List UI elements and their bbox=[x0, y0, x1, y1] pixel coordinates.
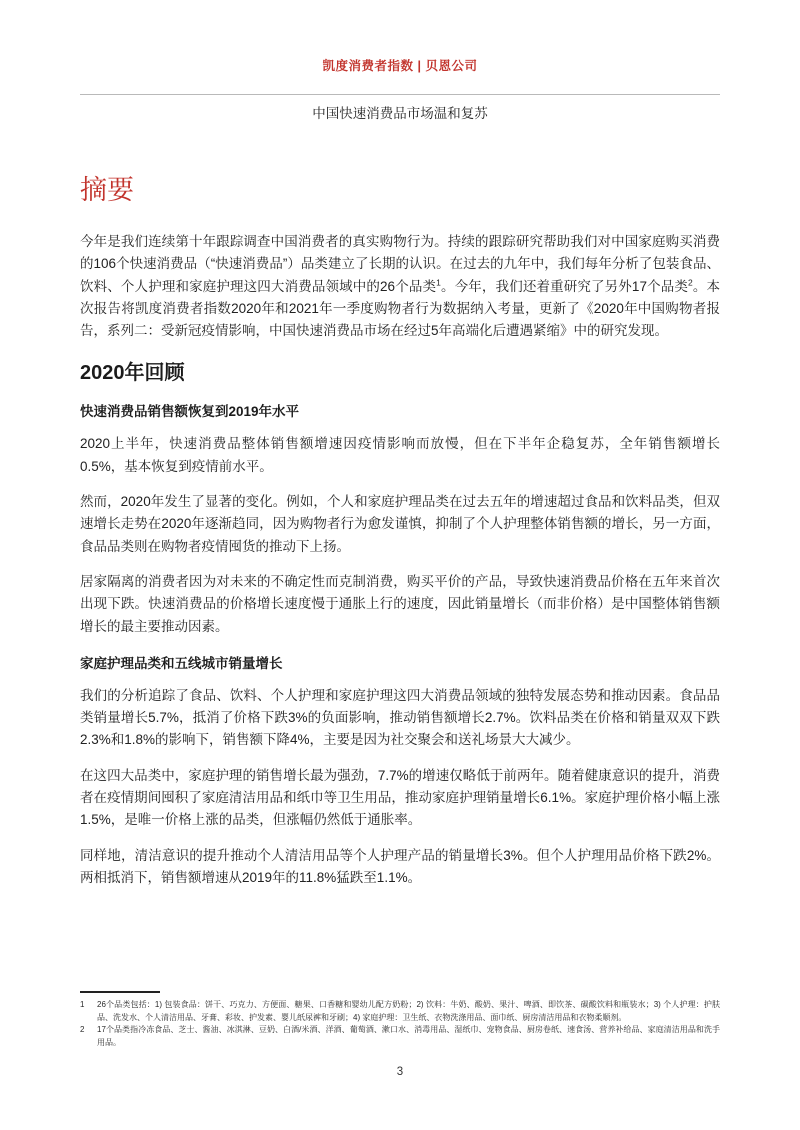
paragraph-sales-recovery: 2020上半年，快速消费品整体销售额增速因疫情影响而放慢，但在下半年企稳复苏，全年销售额增长0.5%，基本恢复到疫情前水平。 bbox=[80, 436, 720, 474]
footnotes-block bbox=[80, 991, 720, 1049]
footnote-text: 17个品类指冷冻食品、芝士、酱油、冰淇淋、豆奶、白酒/米酒、洋酒、葡萄酒、漱口水、消毒用品、湿纸巾、宠物食品、厨房卷纸、速食汤、营养补给品、家庭清洁用品和洗手用品。 bbox=[97, 1025, 720, 1047]
intro-text-2: 。今年，我们还着重研究了另外17个品类 bbox=[440, 278, 689, 294]
intro-paragraph bbox=[80, 231, 720, 342]
footnote-text: 26个品类包括：1) 包装食品：饼干、巧克力、方便面、糖果、口香糖和婴幼儿配方奶粉；2) 饮料：牛奶、酸奶、果汁、啤酒、即饮茶、碳酸饮料和瓶装水；3) 个人护理：护肤品、洗发水、个人清洁用品、牙膏、彩妆、护发素、婴儿纸尿裤和牙刷；4) 家庭护理：卫生纸、衣物洗涤用品、面巾纸、厨房清洁用品和衣物柔顺剂。 bbox=[97, 1000, 720, 1022]
footnote-divider bbox=[80, 991, 160, 993]
footnote-ref-1: 1 bbox=[436, 277, 441, 288]
document-title: 中国快速消费品市场温和复苏 bbox=[312, 106, 488, 121]
paragraph-four-categories: 我们的分析追踪了食品、饮料、个人护理和家庭护理这四大消费品领域的独特发展态势和推动因素。食品品类销量增长5.7%，抵消了价格下跌3%的负面影响，推动销售额增长2.7%。饮料品类在价格和销量双双下跌2.3%和1.8%的影响下，销售额下降4%，主要是因为社交聚会和送礼场景大大减少。 bbox=[80, 687, 720, 748]
header-divider bbox=[80, 94, 720, 95]
footnote-number: 1 bbox=[80, 1000, 85, 1009]
header-brand: 凯度消费者指数 | 贝恩公司 bbox=[322, 59, 478, 73]
footnote-item-2 bbox=[80, 1024, 720, 1049]
footnote-item-1 bbox=[80, 999, 720, 1024]
summary-heading: 摘要 bbox=[80, 175, 134, 205]
footnote-number: 2 bbox=[80, 1025, 85, 1034]
paragraph-price-decline: 居家隔离的消费者因为对未来的不确定性而克制消费，购买平价的产品，导致快速消费品价格在五年来首次出现下跌。快速消费品的价格增长速度慢于通胀上行的速度，因此销量增长（而非价格）是中国整体销售额增长的最主要推动因素。 bbox=[80, 573, 720, 634]
page-number: 3 bbox=[396, 1066, 404, 1078]
sub-heading-home-care-growth: 家庭护理品类和五线城市销量增长 bbox=[80, 655, 283, 671]
paragraph-personal-care: 同样地，清洁意识的提升推动个人清洁用品等个人护理产品的销量增长3%。但个人护理用品价格下跌2%。两相抵消下，销售额增速从2019年的11.8%猛跌至1.1%。 bbox=[80, 847, 720, 885]
footnote-ref-2: 2 bbox=[688, 277, 693, 288]
paragraph-2020-changes: 然而，2020年发生了显著的变化。例如，个人和家庭护理品类在过去五年的增速超过食品和饮料品类，但双速增长走势在2020年逐渐趋同，因为购物者行为愈发谨慎，抑制了个人护理整体销售额的增长，另一方面，食品品类则在购物者疫情囤货的推动下上扬。 bbox=[80, 494, 720, 554]
section-heading-2020-review: 2020年回顾 bbox=[80, 362, 185, 385]
paragraph-home-care-detail: 在这四大品类中，家庭护理的销售增长最为强劲，7.7%的增速仅略低于前两年。随着健康意识的提升，消费者在疫情期间囤积了家庭清洁用品和纸巾等卫生用品，推动家庭护理销量增长6.1%。家庭护理价格小幅上涨1.5%，是唯一价格上涨的品类，但涨幅仍然低于通胀率。 bbox=[80, 767, 720, 828]
sub-heading-sales-recovery: 快速消费品销售额恢复到2019年水平 bbox=[80, 404, 300, 420]
intro-text-1: 今年是我们连续第十年跟踪调查中国消费者的真实购物行为。持续的跟踪研究帮助我们对中国家庭购买消费的106个快速消费品（“快速消费品”）品类建立了长期的认识。在过去的九年中，我们每年分析了包装食品、饮料、个人护理和家庭护理这四大消费品领域中的26个品类 bbox=[80, 234, 720, 294]
intro-text-3: 。本次报告将凯度消费者指数2020年和2021年一季度购物者行为数据纳入考量，更新了《2020年中国购物者报告，系列二：受新冠疫情影响，中国快速消费品市场在经过5年高端化后遭遇紧缩》中的研究发现。 bbox=[80, 278, 721, 339]
